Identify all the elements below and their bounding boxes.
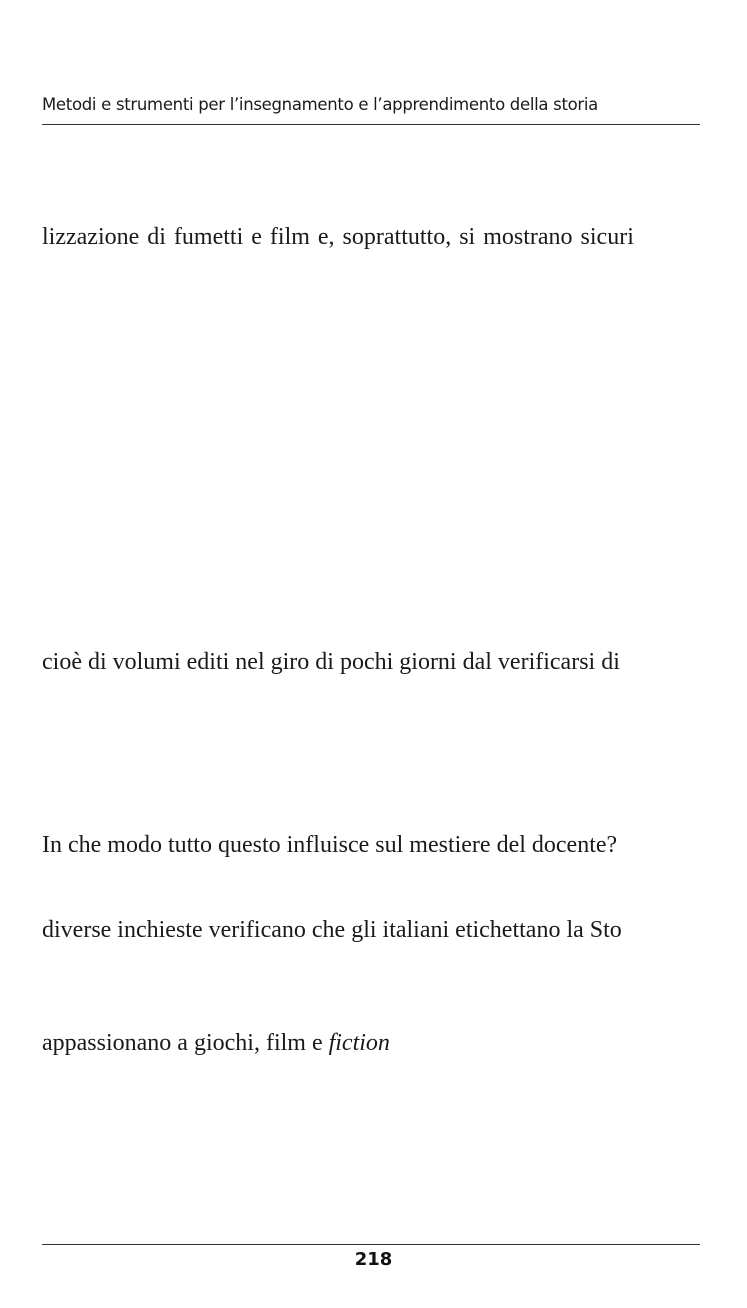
running-title: Metodi e strumenti per l’insegnamento e l’apprendimento della storia — [42, 95, 598, 114]
body-text-line: cioè di volumi editi nel giro di pochi giorni dal verificarsi di — [42, 649, 620, 675]
italic-term: fiction — [328, 1030, 390, 1056]
header-divider — [42, 124, 700, 125]
body-text-line — [42, 1028, 702, 1058]
body-text-line: lizzazione di fumetti e film e, soprattutto, si mostrano sicuri — [42, 224, 634, 250]
body-text-segment: appassionano a giochi, film e — [42, 1030, 323, 1056]
body-text-line: diverse inchieste verificano che gli italiani etichettano la Sto — [42, 917, 622, 943]
body-text-line: In che modo tutto questo influisce sul mestiere del docente? — [42, 832, 618, 858]
page-number: 218 — [354, 1249, 393, 1270]
footer-divider — [42, 1244, 700, 1245]
